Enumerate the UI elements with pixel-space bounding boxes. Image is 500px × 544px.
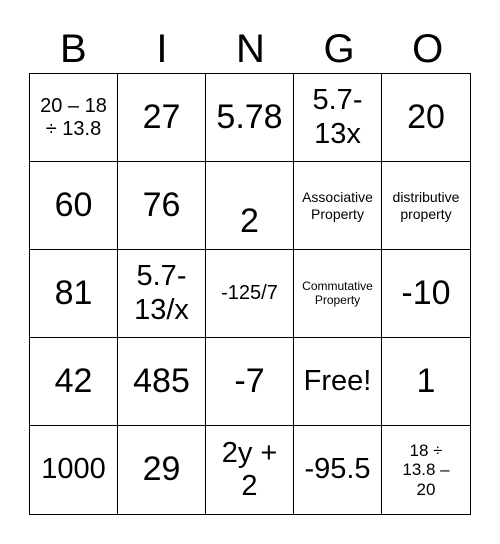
bingo-header — [29, 28, 472, 70]
bingo-cell-free[interactable]: Free! — [294, 338, 382, 426]
bingo-cell[interactable]: 29 — [118, 426, 206, 514]
header-letter-n: N — [236, 27, 265, 71]
bingo-cell[interactable]: 485 — [118, 338, 206, 426]
bingo-cell[interactable]: -125/7 — [206, 250, 294, 338]
bingo-cell[interactable]: 27 — [118, 74, 206, 162]
bingo-cell[interactable]: 5.7- 13/x — [118, 250, 206, 338]
bingo-cell[interactable]: -95.5 — [294, 426, 382, 514]
bingo-cell[interactable]: 5.7- 13x — [294, 74, 382, 162]
bingo-cell[interactable]: 76 — [118, 162, 206, 250]
bingo-cell[interactable]: 20 – 18 ÷ 13.8 — [30, 74, 118, 162]
bingo-cell[interactable]: 81 — [30, 250, 118, 338]
header-letter-o: O — [412, 27, 444, 71]
bingo-cell[interactable]: 18 ÷ 13.8 – 20 — [402, 440, 450, 499]
bingo-cell[interactable]: Associative Property — [294, 162, 382, 250]
bingo-cell[interactable]: 42 — [30, 338, 118, 426]
bingo-cell[interactable]: distributive property — [382, 162, 470, 250]
header-letter-b: B — [59, 27, 87, 71]
bingo-cell[interactable]: 20 — [382, 74, 470, 162]
bingo-cell[interactable]: Commutative Property — [294, 250, 382, 338]
bingo-cell[interactable]: 2y + 2 — [206, 426, 294, 514]
bingo-cell[interactable]: 1000 — [30, 426, 118, 514]
header-letter-i: I — [156, 27, 168, 71]
bingo-cell[interactable]: 2 — [206, 162, 294, 250]
bingo-board — [29, 73, 471, 515]
bingo-cell[interactable]: 60 — [30, 162, 118, 250]
bingo-cell[interactable]: -7 — [206, 338, 294, 426]
bingo-cell[interactable]: 1 — [382, 338, 470, 426]
bingo-cell[interactable]: 5.78 — [206, 74, 294, 162]
header-letter-g: G — [323, 27, 355, 71]
bingo-cell[interactable]: -10 — [382, 250, 470, 338]
